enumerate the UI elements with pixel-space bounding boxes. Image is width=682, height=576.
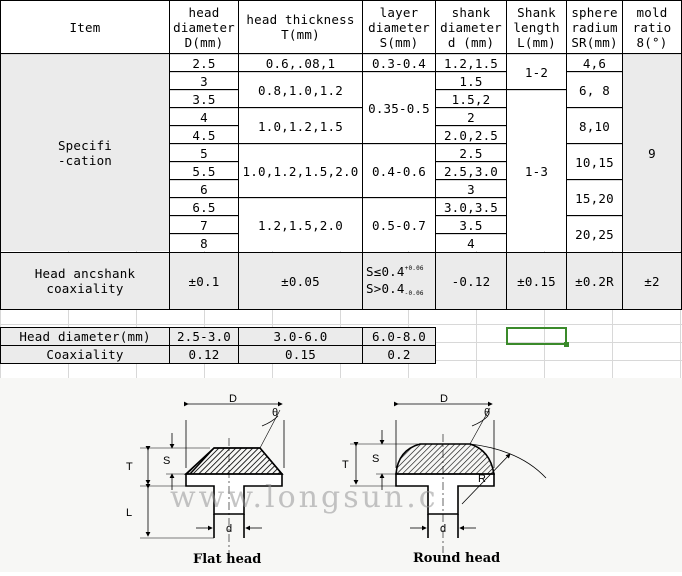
- flat-dim-l-label: L: [126, 507, 133, 519]
- shank-diameter-cell: 2: [436, 109, 506, 125]
- coax-table-value: 0.12: [170, 346, 238, 363]
- flat-dim-d-label: D: [229, 393, 237, 405]
- coax-table-range: 2.5-3.0: [170, 328, 238, 345]
- head-diameter-cell: 6: [170, 181, 238, 197]
- round-dim-d-label: D: [440, 393, 448, 405]
- coax-sphere-radius: ±0.2R: [567, 253, 622, 309]
- header-head-thickness: head thickness T(mm): [239, 1, 362, 53]
- flat-head-caption: Flat head: [193, 552, 262, 567]
- row-label-coaxiality: Head ancshank coaxiality: [1, 253, 169, 309]
- coax-layer-diameter: [363, 253, 435, 309]
- flat-dim-small-d-label: d: [226, 523, 233, 535]
- head-diameter-cell: 5.5: [170, 163, 238, 179]
- header-shank-length: Shank length L(mm): [507, 1, 566, 53]
- row-label-specification: Specifi -cation: [1, 55, 169, 251]
- header-shank-diameter: shank diameter d (mm): [436, 1, 506, 53]
- sphere-radius-cell: 10,15: [567, 145, 622, 179]
- shank-diameter-cell: 3.0,3.5: [436, 199, 506, 215]
- head-diameter-cell: 5: [170, 145, 238, 161]
- coax-shank-length: ±0.15: [507, 253, 566, 309]
- layer-diameter-cell: 0.5-0.7: [363, 199, 435, 251]
- shank-diameter-cell: 2.5: [436, 145, 506, 161]
- coax-table-row-label: Coaxiality: [1, 346, 169, 363]
- mold-ratio-value: 9: [623, 55, 681, 251]
- rivet-drawing: [0, 378, 682, 572]
- shank-length-cell: 1-3: [507, 91, 566, 251]
- head-thickness-cell: 0.8,1.0,1.2: [239, 73, 362, 107]
- sphere-radius-cell: 20,25: [567, 217, 622, 251]
- round-dim-s-label: S: [372, 453, 380, 465]
- coax-shank-diameter: -0.12: [436, 253, 506, 309]
- shank-diameter-cell: 1.2,1.5: [436, 55, 506, 71]
- round-head-rivet: [350, 404, 546, 553]
- watermark: www.longsun.c: [170, 480, 439, 515]
- shank-diameter-cell: 3: [436, 181, 506, 197]
- shank-diameter-cell: 3.5: [436, 217, 506, 233]
- head-diameter-cell: 7: [170, 217, 238, 233]
- layer-diameter-cell: 0.4-0.6: [363, 145, 435, 197]
- round-dim-r-label: R: [478, 473, 486, 485]
- shank-length-cell: 1-2: [507, 55, 566, 89]
- round-head-caption: Round head: [413, 551, 501, 566]
- coax-table-value: 0.2: [363, 346, 435, 363]
- header-sphere-radius: sphere radium SR(mm): [567, 1, 622, 53]
- sphere-radius-cell: 15,20: [567, 181, 622, 215]
- shank-diameter-cell: 2.5,3.0: [436, 163, 506, 179]
- head-diameter-cell: 8: [170, 235, 238, 251]
- head-thickness-cell: 0.6,.08,1: [239, 55, 362, 71]
- shank-diameter-cell: 4: [436, 235, 506, 251]
- round-dim-small-d-label: d: [440, 523, 447, 535]
- sphere-radius-cell: 4,6: [567, 55, 622, 71]
- head-diameter-cell: 3.5: [170, 91, 238, 107]
- rivet-drawing-svg: [0, 378, 682, 572]
- head-diameter-cell: 4.5: [170, 127, 238, 143]
- head-thickness-cell: 1.2,1.5,2.0: [239, 199, 362, 251]
- coax-table-range: 3.0-6.0: [239, 328, 362, 345]
- shank-diameter-cell: 2.0,2.5: [436, 127, 506, 143]
- round-dim-theta-label: θ: [484, 407, 491, 419]
- coax-table-header-label: Head diameter(mm): [1, 328, 169, 345]
- coax-head-diameter: ±0.1: [170, 253, 238, 309]
- layer-diameter-cell: 0.3-0.4: [363, 55, 435, 71]
- head-thickness-cell: 1.0,1.2,1.5: [239, 109, 362, 143]
- header-layer-diameter: layer diameter S(mm): [363, 1, 435, 53]
- coax-table-value: 0.15: [239, 346, 362, 363]
- flat-dim-t-label: T: [126, 461, 133, 473]
- selected-cell[interactable]: [506, 327, 567, 345]
- head-thickness-cell: 1.0,1.2,1.5,2.0: [239, 145, 362, 197]
- head-diameter-cell: 3: [170, 73, 238, 89]
- header-head-diameter: head diameter D(mm): [170, 1, 238, 53]
- coax-layer-line-1: $S\le 0.4^{+0.06}$: [366, 264, 424, 279]
- flat-dim-s-label: S: [163, 455, 171, 467]
- head-diameter-cell: 2.5: [170, 55, 238, 71]
- sphere-radius-cell: 8,10: [567, 109, 622, 143]
- coax-layer-line-2: $S>0.4_{-0.06}$: [366, 281, 424, 297]
- header-item: Item: [1, 1, 169, 53]
- flat-head-rivet: [140, 404, 284, 553]
- head-diameter-cell: 6.5: [170, 199, 238, 215]
- coax-head-thickness: ±0.05: [239, 253, 362, 309]
- flat-dim-theta-label: θ: [272, 407, 279, 419]
- head-diameter-cell: 4: [170, 109, 238, 125]
- shank-diameter-cell: 1.5: [436, 73, 506, 89]
- round-dim-t-label: T: [342, 459, 349, 471]
- shank-diameter-cell: 1.5,2: [436, 91, 506, 107]
- layer-diameter-cell: 0.35-0.5: [363, 73, 435, 143]
- header-mold-ratio: mold ratio 8(°): [623, 1, 681, 53]
- coax-table-range: 6.0-8.0: [363, 328, 435, 345]
- sphere-radius-cell: 6, 8: [567, 73, 622, 107]
- coax-mold-ratio: ±2: [623, 253, 681, 309]
